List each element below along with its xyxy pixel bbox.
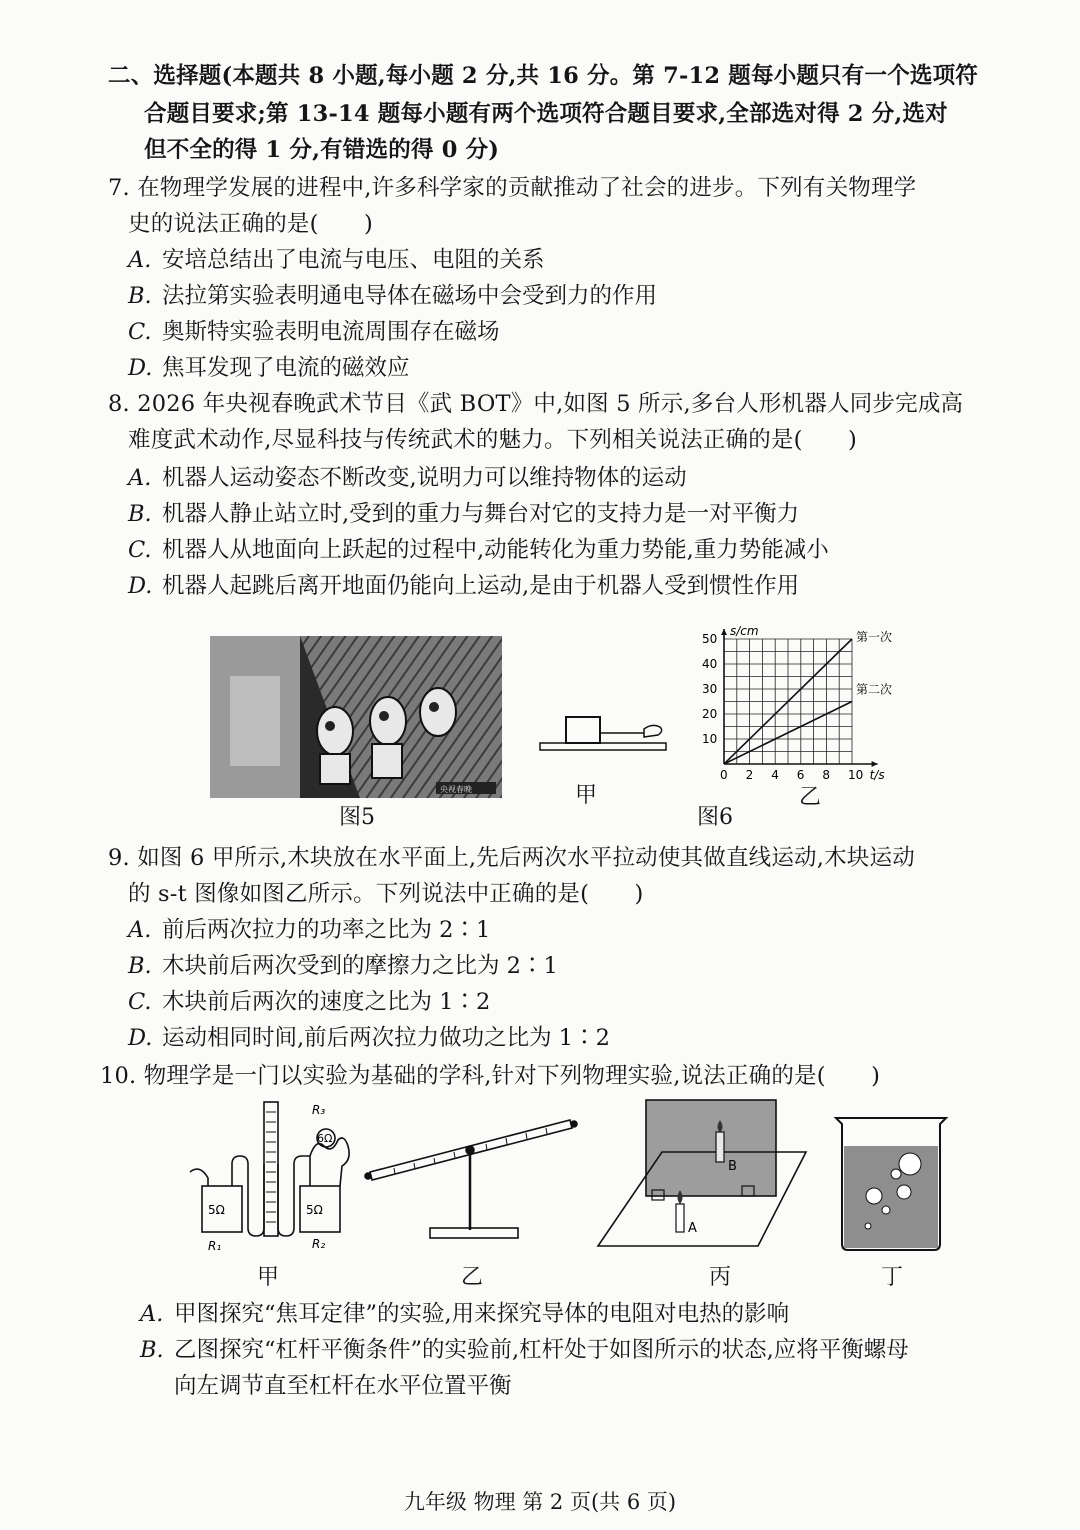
bubble <box>882 1206 890 1214</box>
q10-option-a <box>140 1296 789 1332</box>
series-label: 第一次 <box>856 630 893 644</box>
q8-stem-line1: 8. 2026 年央视春晚武术节目《武 BOT》中,如图 5 所示,多台人形机器人同步完成高 <box>108 391 964 417</box>
glass-plate <box>646 1100 776 1196</box>
x-tick-label: 6 <box>796 768 805 782</box>
option-letter: C. <box>128 989 152 1015</box>
right-balance-nut <box>571 1121 577 1127</box>
y-axis-arrow <box>721 629 727 635</box>
y-axis-label: s/cm <box>730 624 759 638</box>
figure6-caption: 图6 <box>697 805 733 830</box>
option-text: 机器人静止站立时,受到的重力与舞台对它的支持力是一对平衡力 <box>162 501 800 527</box>
option-text: 机器人起跳后离开地面仍能向上运动,是由于机器人受到惯性作用 <box>162 573 800 599</box>
q10-caption-yi: 乙 <box>460 1265 483 1290</box>
x-tick-label: 2 <box>745 768 754 782</box>
option-letter: C. <box>128 319 152 345</box>
lever-stand-base <box>430 1228 518 1238</box>
q10-option-b-continued <box>174 1368 512 1404</box>
section-header-line2: 合题目要求;第 13-14 题每小题有两个选项符合题目要求,全部选对得 2 分,选对 <box>144 101 948 127</box>
x-tick-label: 10 <box>848 768 864 782</box>
x-axis-arrow <box>872 761 878 767</box>
r3-label: R₃ <box>312 1103 326 1117</box>
option-letter: A. <box>128 465 152 491</box>
y-tick-label: 30 <box>702 682 718 696</box>
hand-icon <box>644 725 662 737</box>
bubble <box>866 1188 882 1204</box>
option-text: 机器人运动姿态不断改变,说明力可以维持物体的运动 <box>162 465 687 491</box>
option-text: 法拉第实验表明通电导体在磁场中会受到力的作用 <box>162 283 658 309</box>
q8-option-b <box>128 496 799 532</box>
horizontal-board <box>540 743 666 750</box>
u-tube-left <box>232 1156 264 1236</box>
q10-caption-jia: 甲 <box>256 1265 279 1290</box>
candle-b <box>716 1132 724 1162</box>
option-text: 木块前后两次的速度之比为 1∶2 <box>162 989 491 1015</box>
left-wire <box>190 1169 208 1186</box>
q7-stem-line2: 史的说法正确的是( ) <box>128 211 373 237</box>
option-letter: B. <box>128 283 152 309</box>
photo-watermark: 央视春晚 <box>440 785 472 794</box>
option-text: 向左调节直至杠杆在水平位置平衡 <box>174 1373 512 1399</box>
option-letter: D. <box>128 573 153 599</box>
figure6-yi-caption: 乙 <box>798 785 821 810</box>
figure5-caption: 图5 <box>339 805 375 830</box>
option-text: 前后两次拉力的功率之比为 2∶1 <box>162 917 491 943</box>
left-balance-nut <box>365 1173 371 1179</box>
x-tick-label: 0 <box>720 768 728 782</box>
bubble <box>891 1169 901 1179</box>
r3-value: 6Ω <box>317 1132 333 1145</box>
option-text: 木块前后两次受到的摩擦力之比为 2∶1 <box>162 953 558 979</box>
point-a-label: A <box>688 1221 697 1236</box>
r1-label: R₁ <box>208 1239 222 1253</box>
option-letter: B. <box>128 501 152 527</box>
q10-caption-ding: 丁 <box>880 1265 903 1290</box>
q9-option-d <box>128 1020 610 1056</box>
r2-label: R₂ <box>312 1237 326 1251</box>
q9-stem-line1: 9. 如图 6 甲所示,木块放在水平面上,先后两次水平拉动使其做直线运动,木块运动 <box>108 845 915 871</box>
option-text: 机器人从地面向上跃起的过程中,动能转化为重力势能,重力势能减小 <box>162 537 829 563</box>
bubble <box>897 1185 911 1199</box>
section-header-line3: 但不全的得 1 分,有错选的得 0 分) <box>144 137 500 163</box>
q10-option-b <box>140 1332 909 1368</box>
water <box>844 1146 938 1248</box>
q10-caption-bing: 丙 <box>708 1265 731 1290</box>
figure6-st-chart <box>694 606 914 782</box>
option-text: 运动相同时间,前后两次拉力做功之比为 1∶2 <box>162 1025 610 1051</box>
option-letter: A. <box>128 917 152 943</box>
r2-value: 5Ω <box>306 1203 323 1217</box>
section-header-line1: 二、选择题(本题共 8 小题,每小题 2 分,共 16 分。第 7-12 题每小题只有一个选项符 <box>108 63 979 89</box>
y-tick-label: 50 <box>702 632 718 646</box>
x-axis-label: t/s <box>869 768 885 782</box>
option-text: 安培总结出了电流与电压、电阻的关系 <box>162 247 545 273</box>
q10-fig-jia-joule-apparatus <box>186 1098 360 1258</box>
wooden-block <box>566 717 600 743</box>
option-text: 奥斯特实验表明电流周围存在磁场 <box>162 319 500 345</box>
q10-fig-ding-beaker <box>830 1114 954 1254</box>
option-letter: B. <box>140 1337 164 1363</box>
q10-fig-yi-lever <box>364 1110 584 1250</box>
candle-a <box>676 1204 684 1232</box>
lever-pivot <box>466 1146 474 1154</box>
q8-option-a <box>128 460 687 496</box>
x-tick-label: 8 <box>822 768 831 782</box>
q8-stem-line2: 难度武术动作,尽显科技与传统武术的魅力。下列相关说法正确的是( ) <box>128 427 858 453</box>
y-tick-label: 20 <box>702 707 718 721</box>
option-letter: C. <box>128 537 152 563</box>
option-text: 焦耳发现了电流的磁效应 <box>162 355 410 381</box>
y-tick-label: 10 <box>702 732 718 746</box>
y-tick-label: 40 <box>702 657 718 671</box>
bubble <box>899 1153 921 1175</box>
q9-stem-line2: 的 s-t 图像如图乙所示。下列说法中正确的是( ) <box>128 881 644 907</box>
figure6-jia-caption: 甲 <box>574 783 597 808</box>
u-tube-right <box>278 1156 310 1236</box>
page-footer: 九年级 物理 第 2 页(共 6 页) <box>403 1490 677 1514</box>
q9-option-a <box>128 912 490 948</box>
figure5-robot-photo <box>210 636 502 798</box>
x-tick-label: 4 <box>771 768 779 782</box>
q9-option-b <box>128 948 558 984</box>
option-letter: B. <box>128 953 152 979</box>
option-letter: A. <box>128 247 152 273</box>
option-letter: D. <box>128 355 153 381</box>
q8-option-c <box>128 532 829 568</box>
option-letter: A. <box>140 1301 164 1327</box>
q10-fig-bing-mirror <box>592 1098 822 1254</box>
r1-value: 5Ω <box>208 1203 225 1217</box>
q8-option-d <box>128 568 799 604</box>
point-b-label: B <box>728 1159 737 1174</box>
series-label: 第二次 <box>856 682 893 697</box>
q7-option-d <box>128 350 410 386</box>
q7-stem-line1: 7. 在物理学发展的进程中,许多科学家的贡献推动了社会的进步。下列有关物理学 <box>108 175 917 201</box>
q7-option-b <box>128 278 657 314</box>
q9-option-c <box>128 984 490 1020</box>
q7-option-a <box>128 242 545 278</box>
figure6-jia-diagram <box>536 705 672 759</box>
q7-option-c <box>128 314 500 350</box>
option-text: 乙图探究“杠杆平衡条件”的实验前,杠杆处于如图所示的状态,应将平衡螺母 <box>174 1337 909 1363</box>
option-text: 甲图探究“焦耳定律”的实验,用来探究导体的电阻对电热的影响 <box>174 1301 790 1327</box>
option-letter: D. <box>128 1025 153 1051</box>
q10-stem-line1: 10. 物理学是一门以实验为基础的学科,针对下列物理实验,说法正确的是( ) <box>100 1063 881 1089</box>
r3-wire <box>310 1138 349 1186</box>
bubble <box>865 1223 871 1229</box>
